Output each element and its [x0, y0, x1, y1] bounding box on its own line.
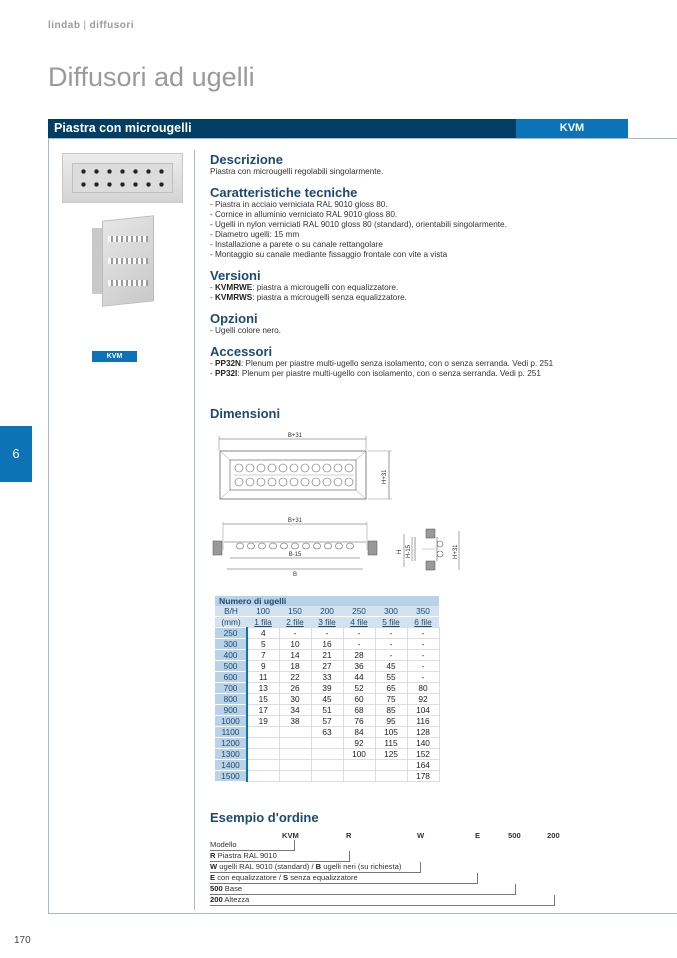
order-code: 200	[547, 831, 560, 840]
svg-text:B: B	[292, 572, 298, 578]
page-title: Diffusori ad ugelli	[48, 62, 255, 92]
section-view-drawing	[210, 515, 470, 580]
table-cell: 105	[375, 727, 407, 738]
table-cell: 10	[279, 639, 311, 650]
table-cell: -	[407, 672, 439, 683]
page-number: 170	[14, 935, 31, 946]
table-cell	[311, 771, 343, 782]
table-cell: 95	[375, 716, 407, 727]
row-header: 500	[215, 661, 247, 672]
caratteristiche-section	[210, 185, 670, 260]
table-row	[215, 639, 439, 650]
product-photo-perspective	[92, 218, 154, 304]
row-header: 900	[215, 705, 247, 716]
table-cell: -	[343, 628, 375, 639]
order-line: W ugelli RAL 9010 (standard) / B ugelli neri (su richiesta)	[210, 862, 421, 873]
column-subheader: 4 file	[343, 617, 375, 628]
table-row	[215, 716, 439, 727]
table-cell	[279, 771, 311, 782]
column-header: 250	[343, 606, 375, 617]
table-cell	[311, 760, 343, 771]
frame-border	[48, 138, 49, 914]
list-item: - Ugelli in nylon verniciati RAL 9010 gloss 80 (standard), orientabili singolarmente.	[210, 220, 507, 229]
table-cell: 39	[311, 683, 343, 694]
table-cell: 4	[247, 628, 279, 639]
table-cell	[279, 738, 311, 749]
list-item: - Piastra in acciaio verniciata RAL 9010 gloss 80.	[210, 200, 388, 209]
table-row	[215, 771, 439, 782]
table-cell: -	[375, 650, 407, 661]
table-cell: 19	[247, 716, 279, 727]
table-cell: 76	[343, 716, 375, 727]
row-header: 1200	[215, 738, 247, 749]
order-line: R Piastra RAL 9010	[210, 851, 350, 862]
table-row	[215, 705, 439, 716]
front-view-drawing	[210, 430, 400, 505]
row-header: 1300	[215, 749, 247, 760]
table-cell	[279, 727, 311, 738]
table-cell: 140	[407, 738, 439, 749]
table-cell: 22	[279, 672, 311, 683]
column-subheader: 6 file	[407, 617, 439, 628]
order-example	[210, 828, 580, 913]
table-cell: 92	[407, 694, 439, 705]
row-header: 400	[215, 650, 247, 661]
table-row	[215, 628, 439, 639]
table-cell: 164	[407, 760, 439, 771]
table-cell: 104	[407, 705, 439, 716]
table-cell: 28	[343, 650, 375, 661]
table-cell: 63	[311, 727, 343, 738]
table-cell: 75	[375, 694, 407, 705]
order-line: 200 Altezza	[210, 895, 555, 906]
table-cell: 45	[375, 661, 407, 672]
table-cell: 13	[247, 683, 279, 694]
order-code: 500	[508, 831, 521, 840]
brand-name: lindab	[48, 20, 81, 31]
table-cell: 60	[343, 694, 375, 705]
column-header: 100	[247, 606, 279, 617]
svg-text:H+31: H+31	[453, 544, 459, 559]
table-cell: 178	[407, 771, 439, 782]
list-item: - Cornice in alluminio verniciato RAL 9010 gloss 80.	[210, 210, 398, 219]
row-header: 1000	[215, 716, 247, 727]
order-line: Modello	[210, 840, 295, 851]
list-item: - PP32N: Plenum per piastre multi-ugello senza isolamento, con o senza serranda. Vedi p. 251	[210, 359, 554, 368]
brand-header	[48, 20, 134, 31]
section-heading: Accessori	[210, 344, 273, 359]
order-code: R	[346, 831, 352, 840]
table-cell: 34	[279, 705, 311, 716]
table-cell: 38	[279, 716, 311, 727]
list-item: - Montaggio su canale mediante fissaggio frontale con vite a vista	[210, 250, 448, 259]
frame-border	[48, 913, 677, 914]
list-item: - Ugelli colore nero.	[210, 326, 281, 335]
column-divider	[194, 150, 195, 910]
column-header: 350	[407, 606, 439, 617]
descrizione-section	[210, 152, 670, 177]
table-cell: -	[375, 628, 407, 639]
table-cell	[247, 727, 279, 738]
table-cell: 92	[343, 738, 375, 749]
table-row	[215, 749, 439, 760]
description-content	[210, 152, 670, 387]
row-header: 800	[215, 694, 247, 705]
table-cell	[247, 749, 279, 760]
order-line: 500 Base	[210, 884, 516, 895]
chapter-tab[interactable]: 6	[0, 426, 32, 482]
table-cell: 26	[279, 683, 311, 694]
table-cell: 5	[247, 639, 279, 650]
table-cell	[375, 760, 407, 771]
svg-text:H-15: H-15	[406, 544, 412, 558]
list-item: - PP32I: Plenum per piastre multi-ugello con isolamento, con o senza serranda. Vedi p. 251	[210, 369, 541, 378]
section-title: Piastra con microugelli	[54, 121, 192, 135]
table-cell: 27	[311, 661, 343, 672]
accessori-section	[210, 344, 670, 379]
table-row	[215, 672, 439, 683]
table-cell: 30	[279, 694, 311, 705]
row-header: 250	[215, 628, 247, 639]
table-cell: 125	[375, 749, 407, 760]
table-cell	[247, 771, 279, 782]
table-cell: 68	[343, 705, 375, 716]
table-cell: 85	[375, 705, 407, 716]
row-header: 1500	[215, 771, 247, 782]
order-code: KVM	[282, 831, 299, 840]
table-cell	[247, 760, 279, 771]
table-cell: 100	[343, 749, 375, 760]
table-cell	[311, 738, 343, 749]
table-cell	[343, 771, 375, 782]
divider	[48, 138, 677, 139]
column-header: 200	[311, 606, 343, 617]
row-header: 300	[215, 639, 247, 650]
versioni-section	[210, 268, 670, 303]
row-header: 1400	[215, 760, 247, 771]
list-item: - Installazione a parete o su canale rettangolare	[210, 240, 383, 249]
table-row	[215, 738, 439, 749]
table-cell: 115	[375, 738, 407, 749]
brand-category: diffusori	[89, 20, 135, 31]
product-badge: KVM	[92, 351, 137, 362]
table-row	[215, 650, 439, 661]
column-subheader: 5 file	[375, 617, 407, 628]
table-cell: 33	[311, 672, 343, 683]
section-heading: Dimensioni	[210, 406, 281, 421]
row-header: 1100	[215, 727, 247, 738]
column-header: 300	[375, 606, 407, 617]
table-cell: 7	[247, 650, 279, 661]
order-line: E con equalizzatore / S senza equalizzatore	[210, 873, 478, 884]
column-subheader: 1 fila	[247, 617, 279, 628]
table-row	[215, 727, 439, 738]
table-cell: 84	[343, 727, 375, 738]
table-cell: 116	[407, 716, 439, 727]
table-cell: -	[279, 628, 311, 639]
table-body	[215, 628, 439, 782]
table-cell: 128	[407, 727, 439, 738]
section-bar	[48, 119, 628, 138]
product-photo-front	[62, 153, 183, 203]
table-cell: 65	[375, 683, 407, 694]
table-cell: 57	[311, 716, 343, 727]
section-code: KVM	[516, 119, 628, 138]
section-heading: Descrizione	[210, 152, 283, 167]
section-heading: Caratteristiche tecniche	[210, 185, 358, 200]
row-header: 600	[215, 672, 247, 683]
table-cell	[311, 749, 343, 760]
table-row	[215, 760, 439, 771]
table-cell: -	[343, 639, 375, 650]
corner-header: (mm)	[215, 617, 247, 628]
table-cell: -	[375, 639, 407, 650]
order-code: W	[417, 831, 425, 840]
row-header: 700	[215, 683, 247, 694]
table-cell	[375, 771, 407, 782]
table-cell: 21	[311, 650, 343, 661]
table-cell: 17	[247, 705, 279, 716]
column-subheader: 2 file	[279, 617, 311, 628]
table-cell: 55	[375, 672, 407, 683]
table-cell: -	[407, 628, 439, 639]
table-row	[215, 661, 439, 672]
section-heading: Esempio d'ordine	[210, 810, 319, 825]
table-cell	[279, 760, 311, 771]
column-header: 150	[279, 606, 311, 617]
table-row	[215, 683, 439, 694]
column-subheader: 3 file	[311, 617, 343, 628]
table-cell: 18	[279, 661, 311, 672]
table-cell: 11	[247, 672, 279, 683]
table-cell: 9	[247, 661, 279, 672]
table-cell: -	[407, 639, 439, 650]
list-item: - Diametro ugelli: 15 mm	[210, 230, 300, 239]
table-cell: 80	[407, 683, 439, 694]
table-cell: -	[407, 650, 439, 661]
corner-header: B/H	[215, 606, 247, 617]
table-cell: 15	[247, 694, 279, 705]
table-cell: 45	[311, 694, 343, 705]
list-item: - KVMRWS: piastra a microugelli senza equalizzatore.	[210, 293, 407, 302]
table-cell: 14	[279, 650, 311, 661]
table-row	[215, 694, 439, 705]
table-cell	[279, 749, 311, 760]
table-cell: -	[311, 628, 343, 639]
section-heading: Opzioni	[210, 311, 258, 326]
table-cell: -	[407, 661, 439, 672]
table-cell: 51	[311, 705, 343, 716]
svg-text:H+31: H+31	[382, 469, 388, 484]
svg-text:B-15: B-15	[288, 552, 302, 558]
table-cell: 44	[343, 672, 375, 683]
nozzle-count-table	[215, 596, 440, 782]
svg-text:H: H	[397, 549, 403, 554]
svg-text:B+31: B+31	[287, 518, 303, 524]
description-text: Piastra con microugelli regolabili singolarmente.	[210, 167, 384, 176]
order-code: E	[475, 831, 481, 840]
list-item: - KVMRWE: piastra a microugelli con equalizzatore.	[210, 283, 399, 292]
table-cell: 16	[311, 639, 343, 650]
table-cell: 152	[407, 749, 439, 760]
table-cell: 52	[343, 683, 375, 694]
opzioni-section	[210, 311, 670, 336]
svg-text:B+31: B+31	[287, 433, 303, 439]
table-cell	[247, 738, 279, 749]
brand-separator: |	[83, 20, 87, 31]
table-title: Numero di ugelli	[215, 596, 439, 606]
section-heading: Versioni	[210, 268, 261, 283]
table-cell: 36	[343, 661, 375, 672]
table-cell	[343, 760, 375, 771]
